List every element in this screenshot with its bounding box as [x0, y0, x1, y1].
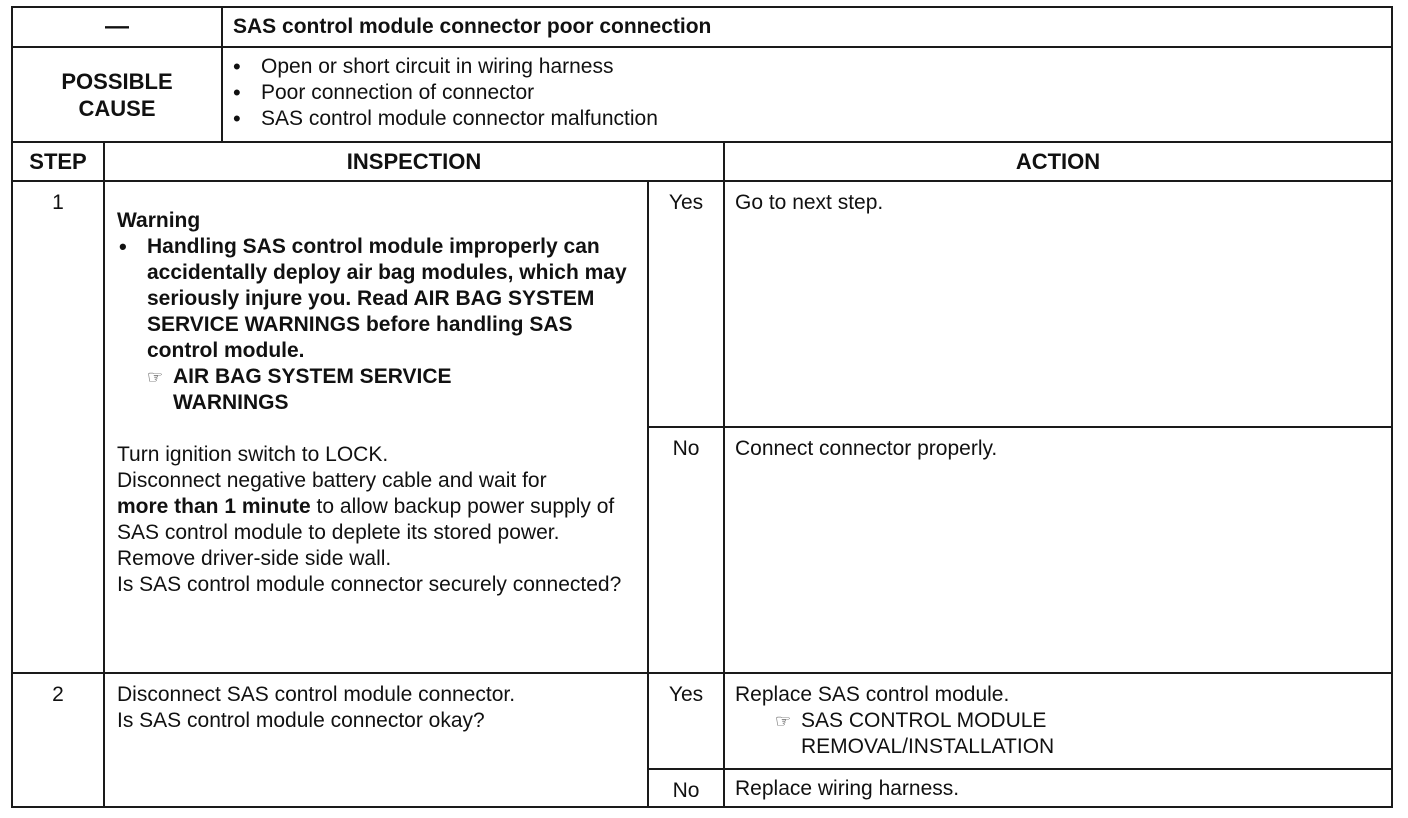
pointing-hand-icon: ☞ — [775, 711, 792, 731]
warning-ref-line1: AIR BAG SYSTEM SERVICE — [173, 365, 452, 388]
header-dash: — — [12, 7, 222, 47]
warning-text-content: Handling SAS control module improperly can accidentally deploy air bag modules, which may seriously injure you. Read AIR BAG SYSTEM SERVICE WARNINGS before handling SAS control module. — [147, 235, 627, 362]
page-title: SAS control module connector poor connection — [222, 7, 1392, 47]
yes-action-text: Replace SAS control module. — [735, 683, 1010, 706]
action-reference — [735, 708, 1381, 760]
yes-action: Go to next step. — [724, 181, 1392, 427]
action-ref-line1: SAS CONTROL MODULE — [801, 709, 1047, 732]
header-row — [12, 7, 1392, 47]
step-1-yes-row — [12, 181, 1392, 427]
warning-title: Warning — [117, 209, 201, 232]
instruction: Disconnect SAS control module connector. — [117, 683, 516, 706]
possible-cause-list — [222, 47, 1392, 142]
warning-reference — [117, 364, 635, 416]
step-2-inspection — [104, 673, 648, 807]
warning-text — [117, 234, 635, 364]
possible-cause-label-line2: CAUSE — [78, 95, 156, 121]
step-number: 1 — [12, 181, 104, 673]
yes-label: Yes — [648, 181, 724, 427]
possible-cause-label-line1: POSSIBLE — [61, 68, 173, 94]
instruction-emphasis: more than 1 minute — [117, 495, 311, 518]
step-1-inspection — [104, 181, 648, 673]
instruction-text: Disconnect negative battery cable and wait for — [117, 469, 547, 492]
cause-item: • Open or short circuit in wiring harness — [231, 54, 1391, 80]
no-action: Connect connector properly. — [724, 427, 1392, 673]
possible-cause-row — [12, 47, 1392, 142]
instruction-text: to allow backup power supply of SAS control module to deplete its stored power. — [117, 495, 615, 544]
column-step: STEP — [12, 142, 104, 181]
no-label: No — [648, 427, 724, 673]
warning-ref-line2: WARNINGS — [173, 391, 289, 414]
cause-item: • SAS control module connector malfunction — [231, 106, 1391, 132]
cause-item: • Poor connection of connector — [231, 80, 1391, 106]
pointing-hand-icon: ☞ — [147, 367, 164, 387]
no-label: No — [648, 769, 724, 807]
troubleshooting-table — [11, 6, 1393, 808]
question: Is SAS control module connector securely connected? — [117, 573, 622, 596]
column-action: ACTION — [724, 142, 1392, 181]
instruction — [117, 468, 635, 546]
yes-label: Yes — [648, 673, 724, 769]
step-2-yes-row — [12, 673, 1392, 769]
possible-cause-label — [12, 47, 222, 142]
column-header-row — [12, 142, 1392, 181]
column-inspection: INSPECTION — [104, 142, 724, 181]
instruction: Turn ignition switch to LOCK. — [117, 443, 389, 466]
troubleshooting-sheet — [11, 6, 1391, 808]
question: Is SAS control module connector okay? — [117, 709, 485, 732]
instruction: Remove driver-side side wall. — [117, 547, 392, 570]
no-action: Replace wiring harness. — [724, 769, 1392, 807]
yes-action — [724, 673, 1392, 769]
action-ref-line2: REMOVAL/INSTALLATION — [801, 735, 1055, 758]
step-number: 2 — [12, 673, 104, 807]
